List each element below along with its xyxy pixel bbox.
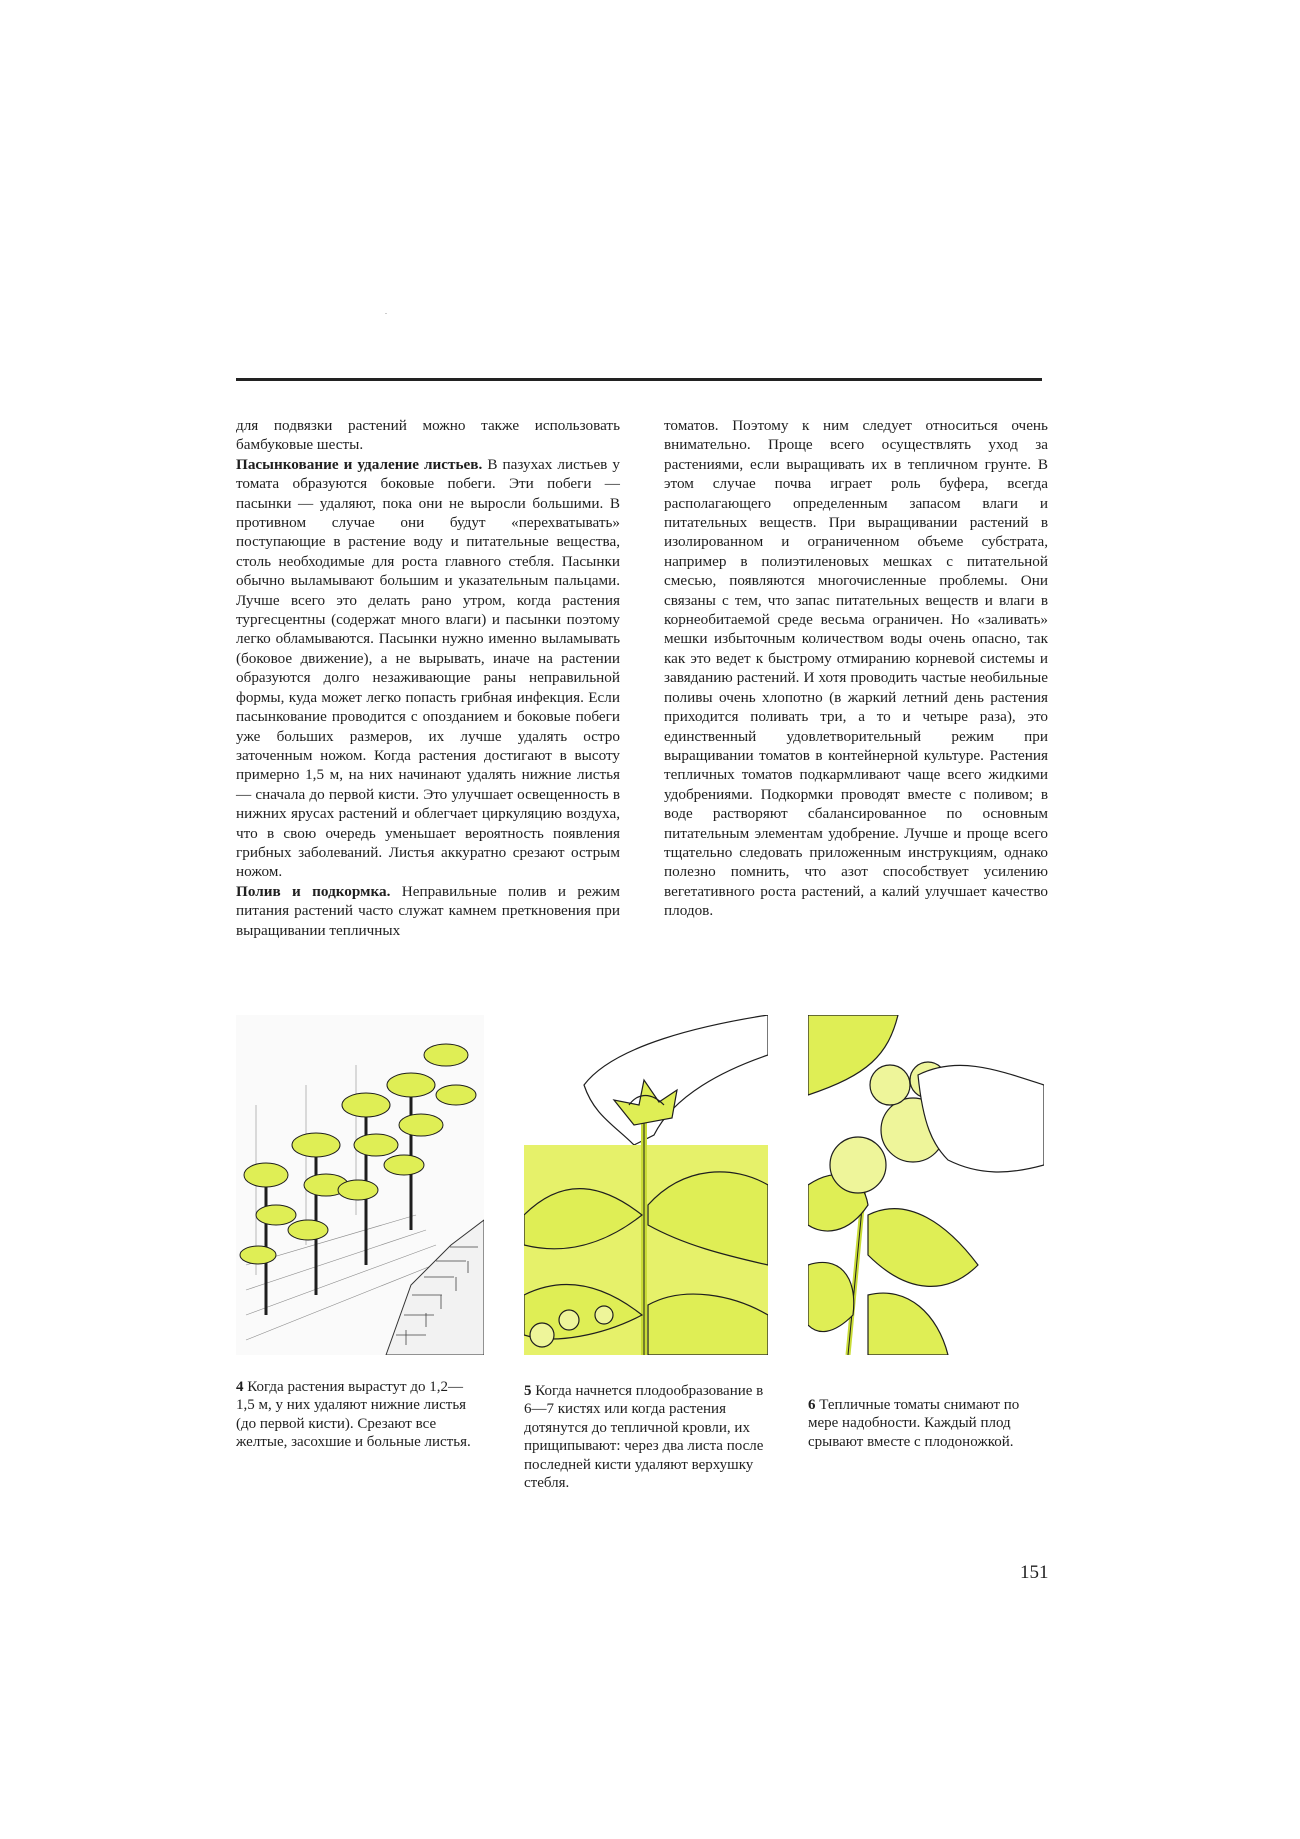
figure-number: 4 — [236, 1379, 244, 1395]
caption-text: Когда растения вырастут до 1,2—1,5 м, у них удаляют нижние листья (до первой кисти). Срезают все желтые, засохшие и больные листья. — [236, 1379, 471, 1451]
paragraph — [236, 882, 620, 940]
page-number: 151 — [1020, 1562, 1049, 1583]
greenhouse-rows-drawing — [236, 1015, 484, 1355]
section-heading: Полив и подкормка. — [236, 882, 391, 900]
paragraph: для подвязки растений можно также использовать бамбуковые шесты. — [236, 417, 620, 454]
caption-text: Когда начнется плодообразование в 6—7 кистях или когда растения дотянутся до тепличной кровли, их прищипывают: через два листа после последней кисти удаляют верхушку стебля. — [524, 1383, 764, 1492]
picking-tomatoes-drawing — [808, 1015, 1044, 1355]
figure-6-illustration — [808, 1015, 1044, 1355]
text-column-right — [664, 416, 1048, 921]
paragraph — [236, 455, 620, 882]
figure-number: 6 — [808, 1397, 816, 1413]
figure-number: 5 — [524, 1383, 532, 1399]
text-column-left — [236, 416, 620, 940]
caption-text: Тепличные томаты снимают по мере надобности. Каждый плод срывают вместе с плодоножкой. — [808, 1397, 1020, 1450]
header-rule — [236, 378, 1042, 381]
figure-6-caption — [808, 1396, 1044, 1451]
section-heading: Пасынкование и удаление листьев. — [236, 455, 483, 473]
figure-5-illustration — [524, 1015, 768, 1355]
paragraph-text: Неправильные полив и режим питания растений часто служат камнем преткновения при выращивании тепличных — [236, 882, 620, 939]
paragraph: томатов. Поэтому к ним следует относиться очень внимательно. Проще всего осуществлять уход за растениями, если выращивать их в тепличном грунте. В этом случае почва играет роль буфера, всегда располагающего определенным запасом влаги и питательных веществ. При выращивании растений в изолированном и ограниченном объеме субстрата, например в полиэтиленовых мешках с питательной смесью, появляются многочисленные проблемы. Они связаны с тем, что запас питательных веществ и влаги в корнеобитаемой среде весьма ограничен. Но «заливать» мешки избыточным количеством воды очень опасно, так как это ведет к быстрому отмиранию корневой системы и завяданию растений. И хотя проводить частые необильные поливы очень хлопотно (в жаркий летний день растения приходится поливать три, а то и четыре раза), это единственный удовлетворительный режим при выращивании томатов в контейнерной культуре. Растения тепличных томатов подкармливают чаще всего жидкими удобрениями. Подкормки проводят вместе с поливом; в воде растворяют сбалансированное по основным питательным элементам удобрение. Лучше и проще всего тщательно следовать приложенным инструкциям, однако полезно помнить, что азот способствует усилению вегетативного роста растений, а калий улучшает качество плодов. — [664, 417, 1048, 920]
paragraph-text: В пазухах листьев у томата образуются боковые побеги. Эти побеги — пасынки — удаляют, пока они не выросли большими. В противном случае они будут «перехватывать» поступающие в растение воду и питательные вещества, столь необходимые для роста главного стебля. Пасынки обычно выламывают большим и указательным пальцами. Лучше всего это делать рано утром, когда растения тургесцентны (содержат много влаги) и пасынки поэтому легко обламываются. Пасынки нужно именно выламывать (боковое движение), а не вырывать, иначе на растении образуются долго незаживающие раны неправильной формы, куда может легко попасть грибная инфекция. Если пасынкование проводится с опозданием и боковые побеги уже больших размеров, их лучше удалять остро заточенным ножом. Когда растения достигают в высоту примерно 1,5 м, на них начинают удалять нижние листья — сначала до первой кисти. Это улучшает освещенность в нижних ярусах растений и облегчает циркуляцию воздуха, что в свою очередь уменьшает вероятность появления грибных заболеваний. Листья аккуратно срезают острым ножом. — [236, 455, 620, 881]
scan-speck — [385, 313, 387, 314]
figure-4-caption — [236, 1378, 476, 1452]
pinching-top-drawing — [524, 1015, 768, 1355]
figure-5-caption — [524, 1382, 764, 1492]
figure-4-illustration — [236, 1015, 484, 1355]
